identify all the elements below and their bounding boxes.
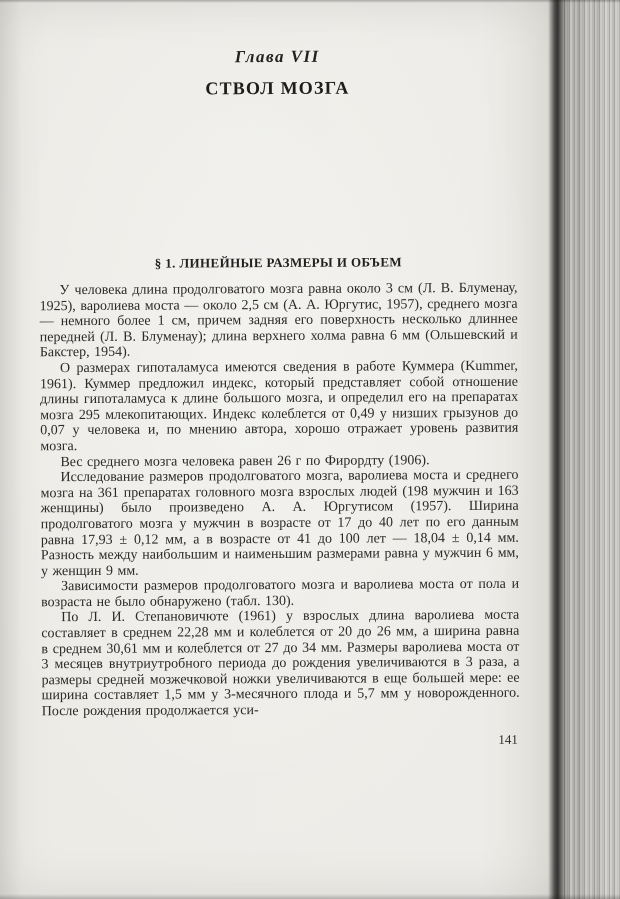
binding-shadow — [548, 0, 564, 899]
paragraph: Вес среднего мозга человека равен 26 г по Фирордту (1906). — [60, 452, 430, 470]
paragraph: Зависимости размеров продолговатого мозга и варолиева моста от пола и возраста не было обнаружено (табл. 130). — [41, 577, 520, 611]
paragraph: О размерах гипоталамуса имеются сведения в работе Куммера (Kummer, 1961). Куммер предложил индекс, который представляет собой отношение длины гипоталамуса к длине большого мозга, и определил его на препаратах мозга 295 млекопитающих. Индекс колеблется от 0,49 у низших грызунов до 0,07 у человека и, по мнению автора, хорошо отражает уровень развития мозга. — [39, 358, 519, 455]
chapter-title: СТВОЛ МОЗГА — [205, 77, 350, 99]
chapter-label: Глава VII — [234, 46, 320, 67]
page-edge-stack — [564, 0, 620, 899]
paragraph: По Л. И. Степановичюте (1961) у взрослых длина варолиева моста составляет в среднем 22,28 мм и колеблется от 20 до 26 мм, а ширина равна в среднем 30,61 мм и колеблется от 27 до 34 мм. Размеры варолиева моста от 3 месяцев внутриутробного периода до рождения увеличиваются в 3 раза, а размеры средней мозжечковой ножки увеличиваются в еще большей мере: ее ширина составляет 1,5 мм у 3-месячного плода и 5,7 мм у новорожденного. После рождения продолжается уси- — [41, 608, 520, 720]
page-content — [38, 0, 520, 750]
page-number: 141 — [498, 731, 518, 747]
paragraph: Исследование размеров продолговатого мозга, варолиева моста и среднего мозга на 361 препаратах головного мозга взрослых людей (198 мужчин и 163 женщины) было произведено А. А. Юргутисом (1957). Ширина продолговатого мозга у мужчин в возрасте от 17 до 40 лет по его данным равна 17,93 ± 0,12 мм, а в возрасте от 41 до 100 лет — 18,04 ± 0,14 мм. Разность между наибольшим и наименьшим размерами равна у мужчин 6 мм, у женщин 9 мм. — [40, 467, 519, 579]
paragraph: У человека длина продолговатого мозга равна около 3 см (Л. В. Блуменау, 1925), варолиева моста — около 2,5 см (А. А. Юргутис, 1957), среднего мозга — немного более 1 см, причем задняя его поверхность несколько длиннее передней (Л. В. Блуменау); длина верхнего холма равна 6 мм (Ольшевский и Бакстер, 1954). — [39, 280, 518, 361]
section-heading: § 1. ЛИНЕЙНЫЕ РАЗМЕРЫ И ОБЪЕМ — [154, 254, 403, 271]
scan-top-edge — [0, 0, 620, 3]
scan-bottom-edge — [0, 894, 620, 899]
